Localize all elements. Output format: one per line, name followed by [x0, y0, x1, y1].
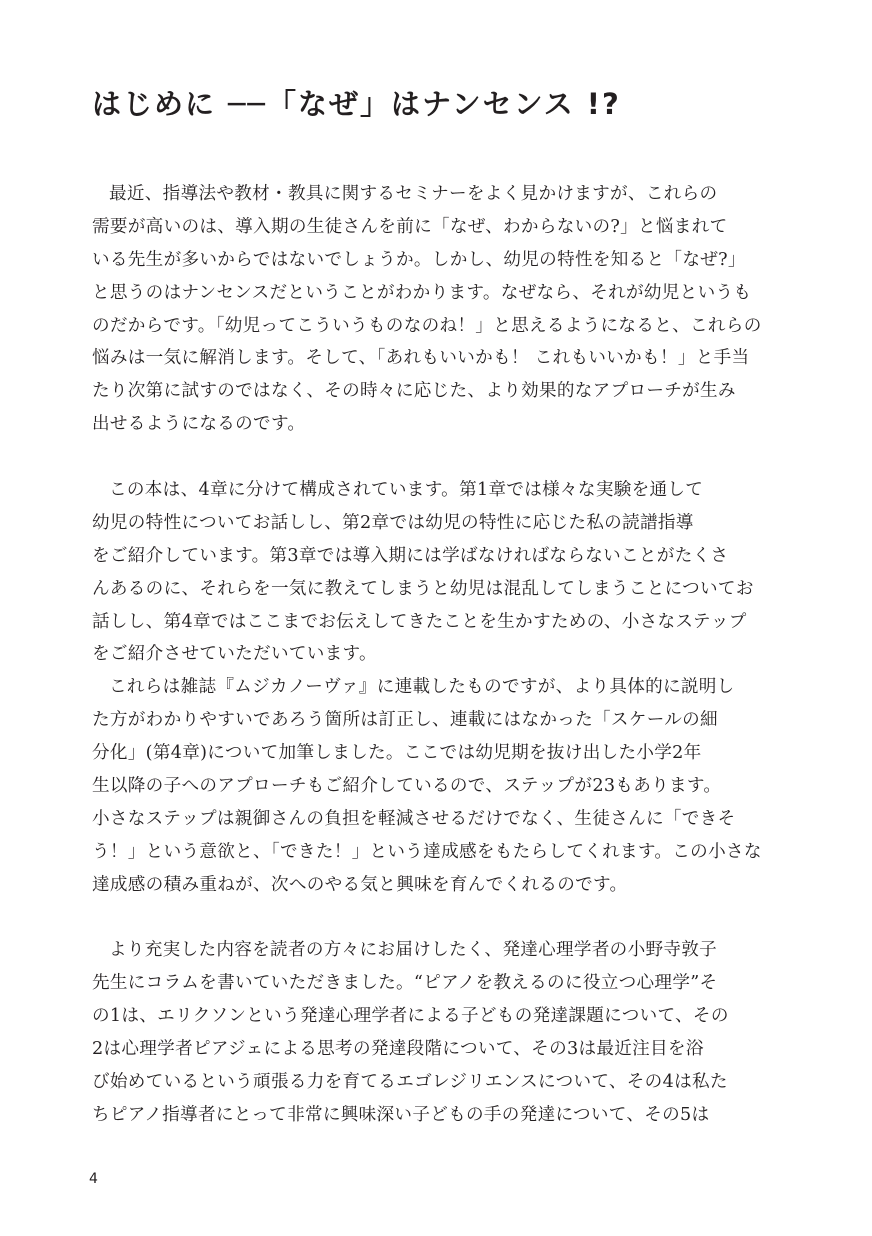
text-line: 話しし、第4章ではここまでお伝えしてきたことを生かすための、小さなステップ: [92, 611, 747, 632]
text-line: をご紹介しています。第3章では導入期には学ばなければならないことがたくさ: [92, 545, 729, 566]
text-line: 悩みは一気に解消します。そして、「あれもいいかも！ これもいいかも！」と手当: [92, 348, 750, 369]
text-line: ちピアノ指導者にとって非常に興味深い子どもの手の発達について、その5は: [92, 1104, 710, 1125]
text-line: 需要が高いのは、導入期の生徒さんを前に「なぜ、わからないの?」と悩まれて: [92, 216, 728, 237]
text-line: 小さなステップは親御さんの負担を軽減させるだけでなく、生徒さんに「できそ: [92, 808, 736, 829]
page-number: 4: [89, 1171, 98, 1187]
text-line: 幼児の特性についてお話しし、第2章では幼児の特性に応じた私の読譜指導: [92, 512, 694, 533]
paragraph-1: [92, 178, 782, 441]
text-line: た方がわかりやすいであろう箇所は訂正し、連載にはなかった「スケールの細: [92, 710, 718, 731]
body-text: [92, 178, 782, 1132]
paragraph-3: [92, 671, 782, 901]
text-line: いる先生が多いからではないでしょうか。しかし、幼児の特性を知ると「なぜ?」: [92, 249, 746, 270]
text-line: たり次第に試すのではなく、その時々に応じた、より効果的なアプローチが生み: [92, 381, 736, 402]
text-line: 最近、指導法や教材・教具に関するセミナーをよく見かけますが、これらの: [109, 184, 718, 204]
text-line: と思うのはナンセンスだということがわかります。なぜなら、それが幼児というも: [92, 282, 752, 303]
text-line: この本は、4章に分けて構成されています。第1章では様々な実験を通して: [109, 480, 704, 501]
text-line: 分化」(第4章)について加筆しました。ここでは幼児期を抜け出した小学2年: [92, 743, 702, 764]
text-line: 先生にコラムを書いていただきました。“ピアノを教えるのに役立つ心理学”そ: [92, 973, 718, 994]
paragraph-4: [92, 934, 782, 1131]
text-line: より充実した内容を読者の方々にお届けしたく、発達心理学者の小野寺敦子: [109, 940, 718, 961]
page-title: はじめに ──「なぜ」はナンセンス !?: [92, 87, 621, 121]
text-line: び始めているという頑張る力を育てるエゴレジリエンスについて、その4は私た: [92, 1072, 728, 1093]
text-line: の1は、エリクソンという発達心理学者による子どもの発達課題について、その: [92, 1006, 729, 1027]
text-line: んあるのに、それらを一気に教えてしまうと幼児は混乱してしまうことについてお: [92, 578, 754, 599]
text-line: をご紹介させていただいています。: [92, 644, 377, 665]
text-line: のだからです。「幼児ってこういうものなのね！」と思えるようになると、これらの: [92, 315, 762, 336]
text-line: 出せるようになるのです。: [92, 414, 306, 435]
text-line: う！」という意欲と、「できた！」という達成感をもたらしてくれます。この小さな: [92, 841, 762, 862]
text-line: 生以降の子へのアプローチもご紹介しているので、ステップが23もあります。: [92, 776, 722, 797]
paragraph-gap: [92, 441, 782, 474]
text-line: 2は心理学者ピアジェによる思考の発達段階について、その3は最近注目を浴: [92, 1039, 704, 1060]
text-line: 達成感の積み重ねが、次へのやる気と興味を育んでくれるのです。: [92, 874, 628, 895]
text-line: これらは雑誌『ムジカノーヴァ』に連載したものですが、より具体的に説明し: [109, 677, 735, 698]
paragraph-2: [92, 474, 782, 671]
paragraph-gap: [92, 902, 782, 935]
